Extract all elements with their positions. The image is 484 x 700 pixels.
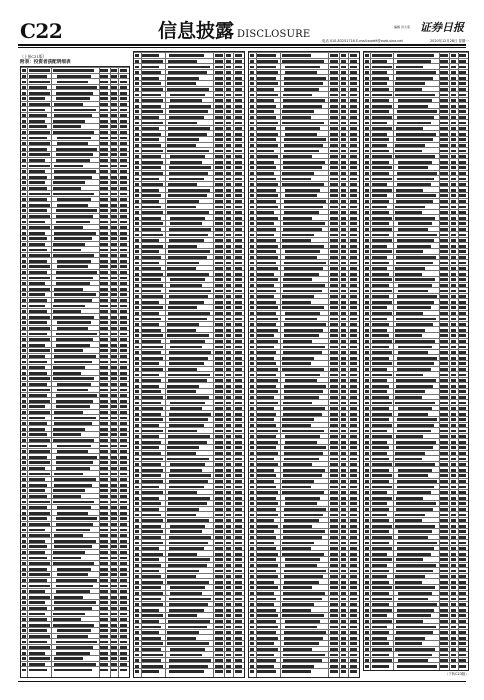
table-cell	[169, 670, 204, 673]
table-cell	[54, 669, 92, 672]
bottom-rule	[18, 681, 466, 682]
table-cell	[250, 670, 254, 673]
allocation-table-column	[248, 51, 360, 678]
table-cell	[120, 669, 128, 672]
table-cell	[226, 670, 232, 673]
contact-line: 电话 010-83251716 E-mail:zqrb9@zqrb.sina.net	[322, 39, 403, 43]
date-line: 2020年12月28日 星期一	[430, 39, 469, 43]
page-number: C22	[20, 19, 63, 43]
table-cell	[29, 669, 47, 672]
table-cell	[235, 670, 243, 673]
table-cell	[372, 665, 390, 668]
table-row	[21, 666, 129, 673]
continued-from-label: （上接C21版）	[20, 54, 47, 59]
table-cell	[341, 670, 347, 673]
allocation-table-column	[363, 51, 469, 671]
table-row	[249, 668, 359, 675]
table-cell	[282, 670, 311, 673]
table-cell	[142, 670, 159, 673]
table-cell	[451, 665, 456, 668]
table-cell	[350, 670, 358, 673]
section-title: 信息披露	[158, 20, 235, 42]
continued-to-label: （下转C23版）	[445, 672, 469, 676]
masthead	[0, 0, 484, 46]
masthead-rule	[18, 44, 466, 46]
masthead-rule-thin	[18, 47, 466, 48]
table-cell	[22, 669, 26, 672]
table-cell	[100, 669, 108, 672]
allocation-table-column	[20, 66, 130, 678]
paper-logo: 证券日报	[420, 21, 464, 34]
section-title-en: DISCLOSURE	[237, 29, 311, 40]
table-cell	[459, 665, 466, 668]
table-title: 附表：投资者获配明细表	[20, 60, 71, 65]
table-cell	[111, 669, 116, 672]
table-row	[364, 662, 468, 669]
table-cell	[440, 665, 447, 668]
table-cell	[397, 665, 437, 668]
table-row	[134, 668, 244, 675]
table-cell	[215, 670, 223, 673]
allocation-table-column	[133, 51, 245, 678]
table-cell	[330, 670, 338, 673]
editor-line: 编辑 肖大荣	[394, 25, 410, 29]
table-cell	[135, 670, 139, 673]
table-cell	[257, 670, 276, 673]
table-cell	[365, 665, 369, 668]
